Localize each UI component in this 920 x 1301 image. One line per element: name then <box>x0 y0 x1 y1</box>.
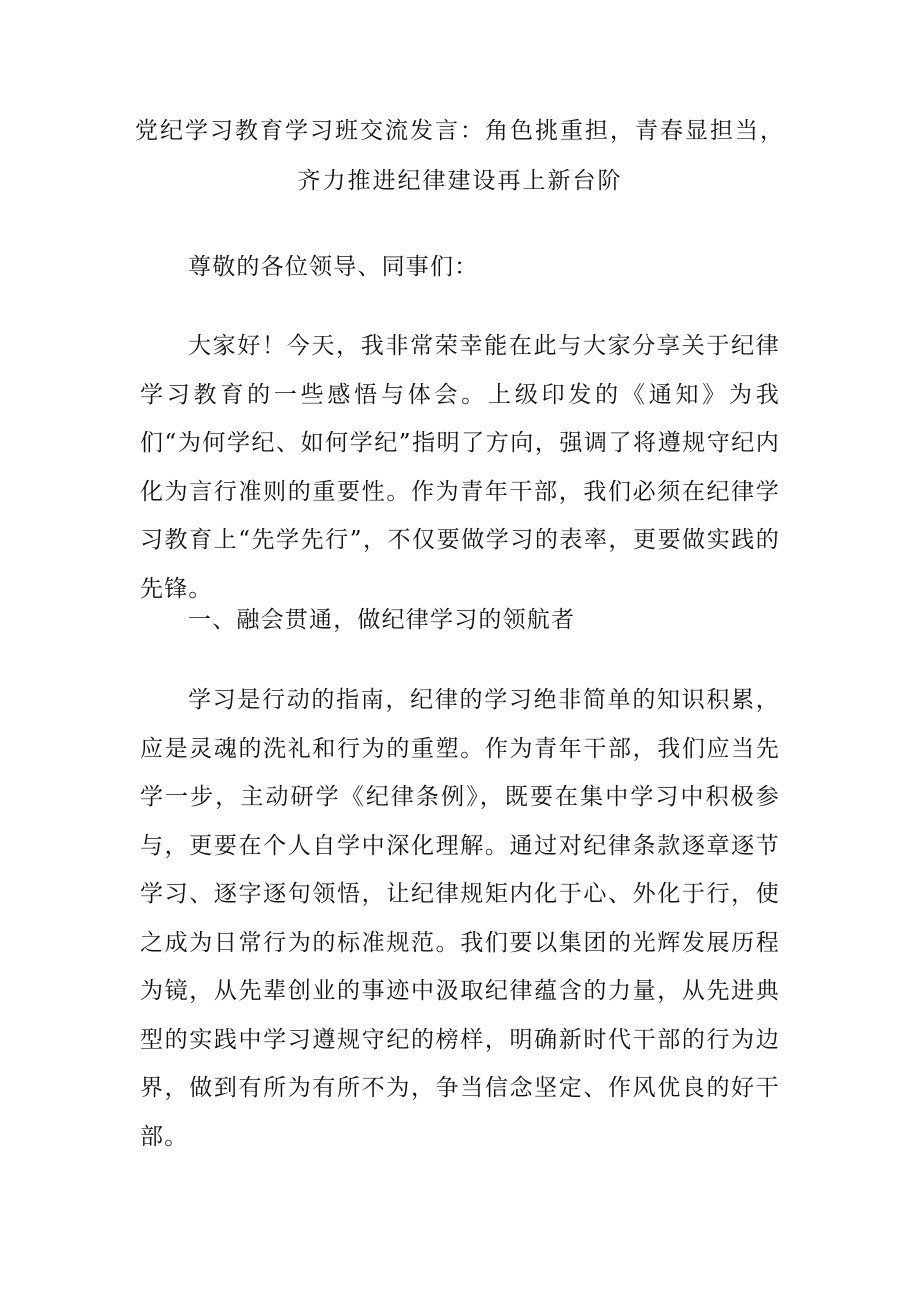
document-title-line-1: 党纪学习教育学习班交流发言：角色挑重担，青春显担当， <box>135 118 785 144</box>
opening-paragraph: 大家好！今天，我非常荣幸能在此与大家分享关于纪律学习教育的一些感悟与体会。上级印发的《通知》为我们“为何学纪、如何学纪”指明了方向，强调了将遵规守纪内化为言行准则的重要性。作为青年干部，我们必须在纪律学习教育上“先学先行”，不仅要做学习的表率，更要做实践的先锋。 <box>140 333 780 602</box>
section-heading-1: 一、融会贯通，做纪律学习的领航者 <box>188 607 576 633</box>
document-title-line-2: 齐力推进纪律建设再上新台阶 <box>297 168 623 194</box>
greeting-paragraph: 尊敬的各位领导、同事们： <box>188 254 479 280</box>
section-1-paragraph: 学习是行动的指南，纪律的学习绝非简单的知识积累，应是灵魂的洗礼和行为的重塑。作为青年干部，我们应当先学一步，主动研学《纪律条例》，既要在集中学习中积极参与，更要在个人自学中深化理解。通过对纪律条款逐章逐节学习、逐字逐句领悟，让纪律规矩内化于心、外化于行，使之成为日常行为的标准规范。我们要以集团的光辉发展历程为镜，从先辈创业的事迹中汲取纪律蕴含的力量，从先进典型的实践中学习遵规守纪的榜样，明确新时代干部的行为边界，做到有所为有所不为，争当信念坚定、作风优良的好干部。 <box>140 687 780 1150</box>
